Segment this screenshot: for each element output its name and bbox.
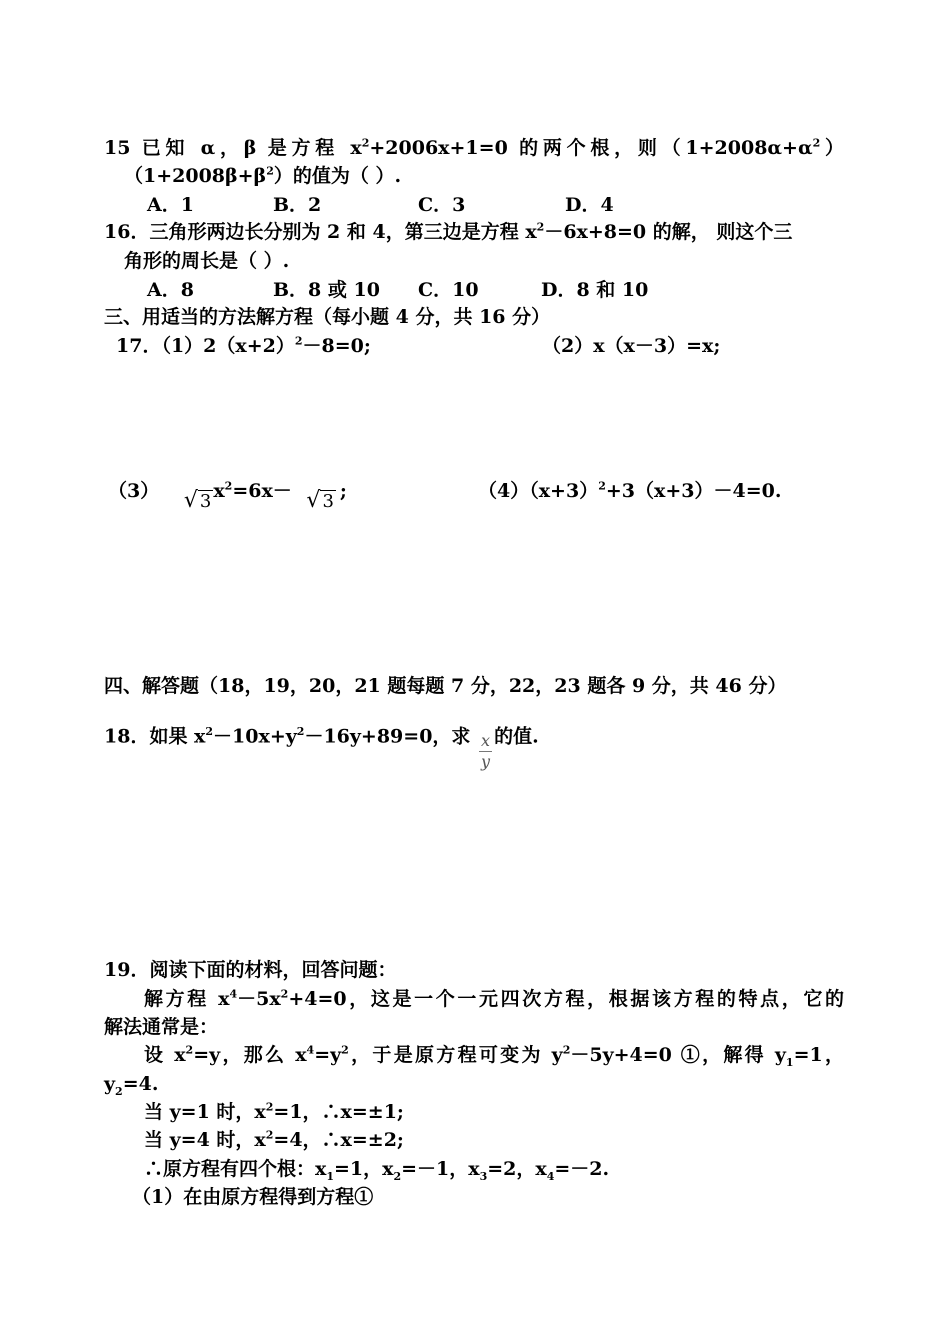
q15-line1: 15 已知 α，β 是方程 $x^2+2006x+1=0$ 的两个根，则$(1+2008\alpha+\alpha^2)$ bbox=[104, 136, 844, 159]
q19-line5: 当 y=1 时，$x^2=1$，∴x=±1; bbox=[144, 1100, 404, 1123]
q16-option-c: C．10 bbox=[418, 279, 479, 301]
q15-option-d: D．4 bbox=[565, 194, 614, 216]
q17-part4: $(4)(x+3)^2+3(x+3)-4=0$. bbox=[478, 479, 782, 502]
q15-option-c: C．3 bbox=[418, 194, 466, 216]
q15-option-b: B．2 bbox=[273, 194, 322, 216]
q19-line8: （1）在由原方程得到方程① bbox=[132, 1186, 374, 1208]
q19-line4: $y_2=4$. bbox=[104, 1073, 159, 1098]
q19-line7: ∴原方程有四个根：$x_1=1$，$x_2=-1$，$x_3=2$，$x_4=-2$. bbox=[144, 1158, 610, 1183]
q19-title: 19．阅读下面的材料，回答问题： bbox=[104, 959, 397, 981]
q15-option-a: A．1 bbox=[147, 194, 194, 216]
section3-heading: 三、用适当的方法解方程（每小题 4 分，共 16 分） bbox=[104, 306, 551, 328]
q16-line2: 角形的周长是（ ）. bbox=[124, 250, 290, 272]
q15-line2: $(1+2008\beta+\beta^2)$的值为（ ）. bbox=[124, 164, 402, 187]
q16-line1: 16．三角形两边长分别为 2 和 4，第三边是方程 $x^2-6x+8=0$ 的解， 则这个三 bbox=[104, 220, 793, 243]
section4-heading: 四、解答题（18，19，20，21 题每题 7 分，22，23 题各 9 分，共 46 分） bbox=[104, 675, 787, 697]
q17-part3: （3） √ 3 $x^2=6x-$ √ 3 ; bbox=[108, 479, 347, 513]
q18-line: 18．如果 $x^2-10x+y^2-16y+89=0$，求 $\frac{x}{y}$ 的值. bbox=[104, 725, 539, 771]
q16-option-d: D．8 和 10 bbox=[541, 279, 649, 301]
q19-line6: 当 y=4 时，$x^2=4$，∴x=±2; bbox=[144, 1128, 404, 1151]
q17-part1: 17．$(1)2(x+2)^2-8=0$; bbox=[116, 334, 371, 357]
q16-option-a: A．8 bbox=[147, 279, 194, 301]
q19-line2: 解法通常是： bbox=[104, 1016, 219, 1038]
q17-part2: （2）x（x－3）=x; bbox=[542, 335, 721, 357]
sqrt-3-a: √ 3 bbox=[183, 488, 212, 513]
sqrt-3-b: √ 3 bbox=[306, 488, 334, 513]
q19-line3: 设 $x^2=y$，那么 $x^4=y^2$，于是原方程可变为 $y^2-5y+4=0$ ①，解得 $y_1=1$， bbox=[144, 1043, 844, 1069]
q16-option-b: B．8 或 10 bbox=[273, 279, 380, 301]
fraction-x-over-y: $\frac{x}{y}$ bbox=[481, 731, 491, 771]
q19-line1: 解方程 $x^4-5x^2+4=0$，这是一个一元四次方程，根据该方程的特点，它的 bbox=[144, 987, 844, 1010]
